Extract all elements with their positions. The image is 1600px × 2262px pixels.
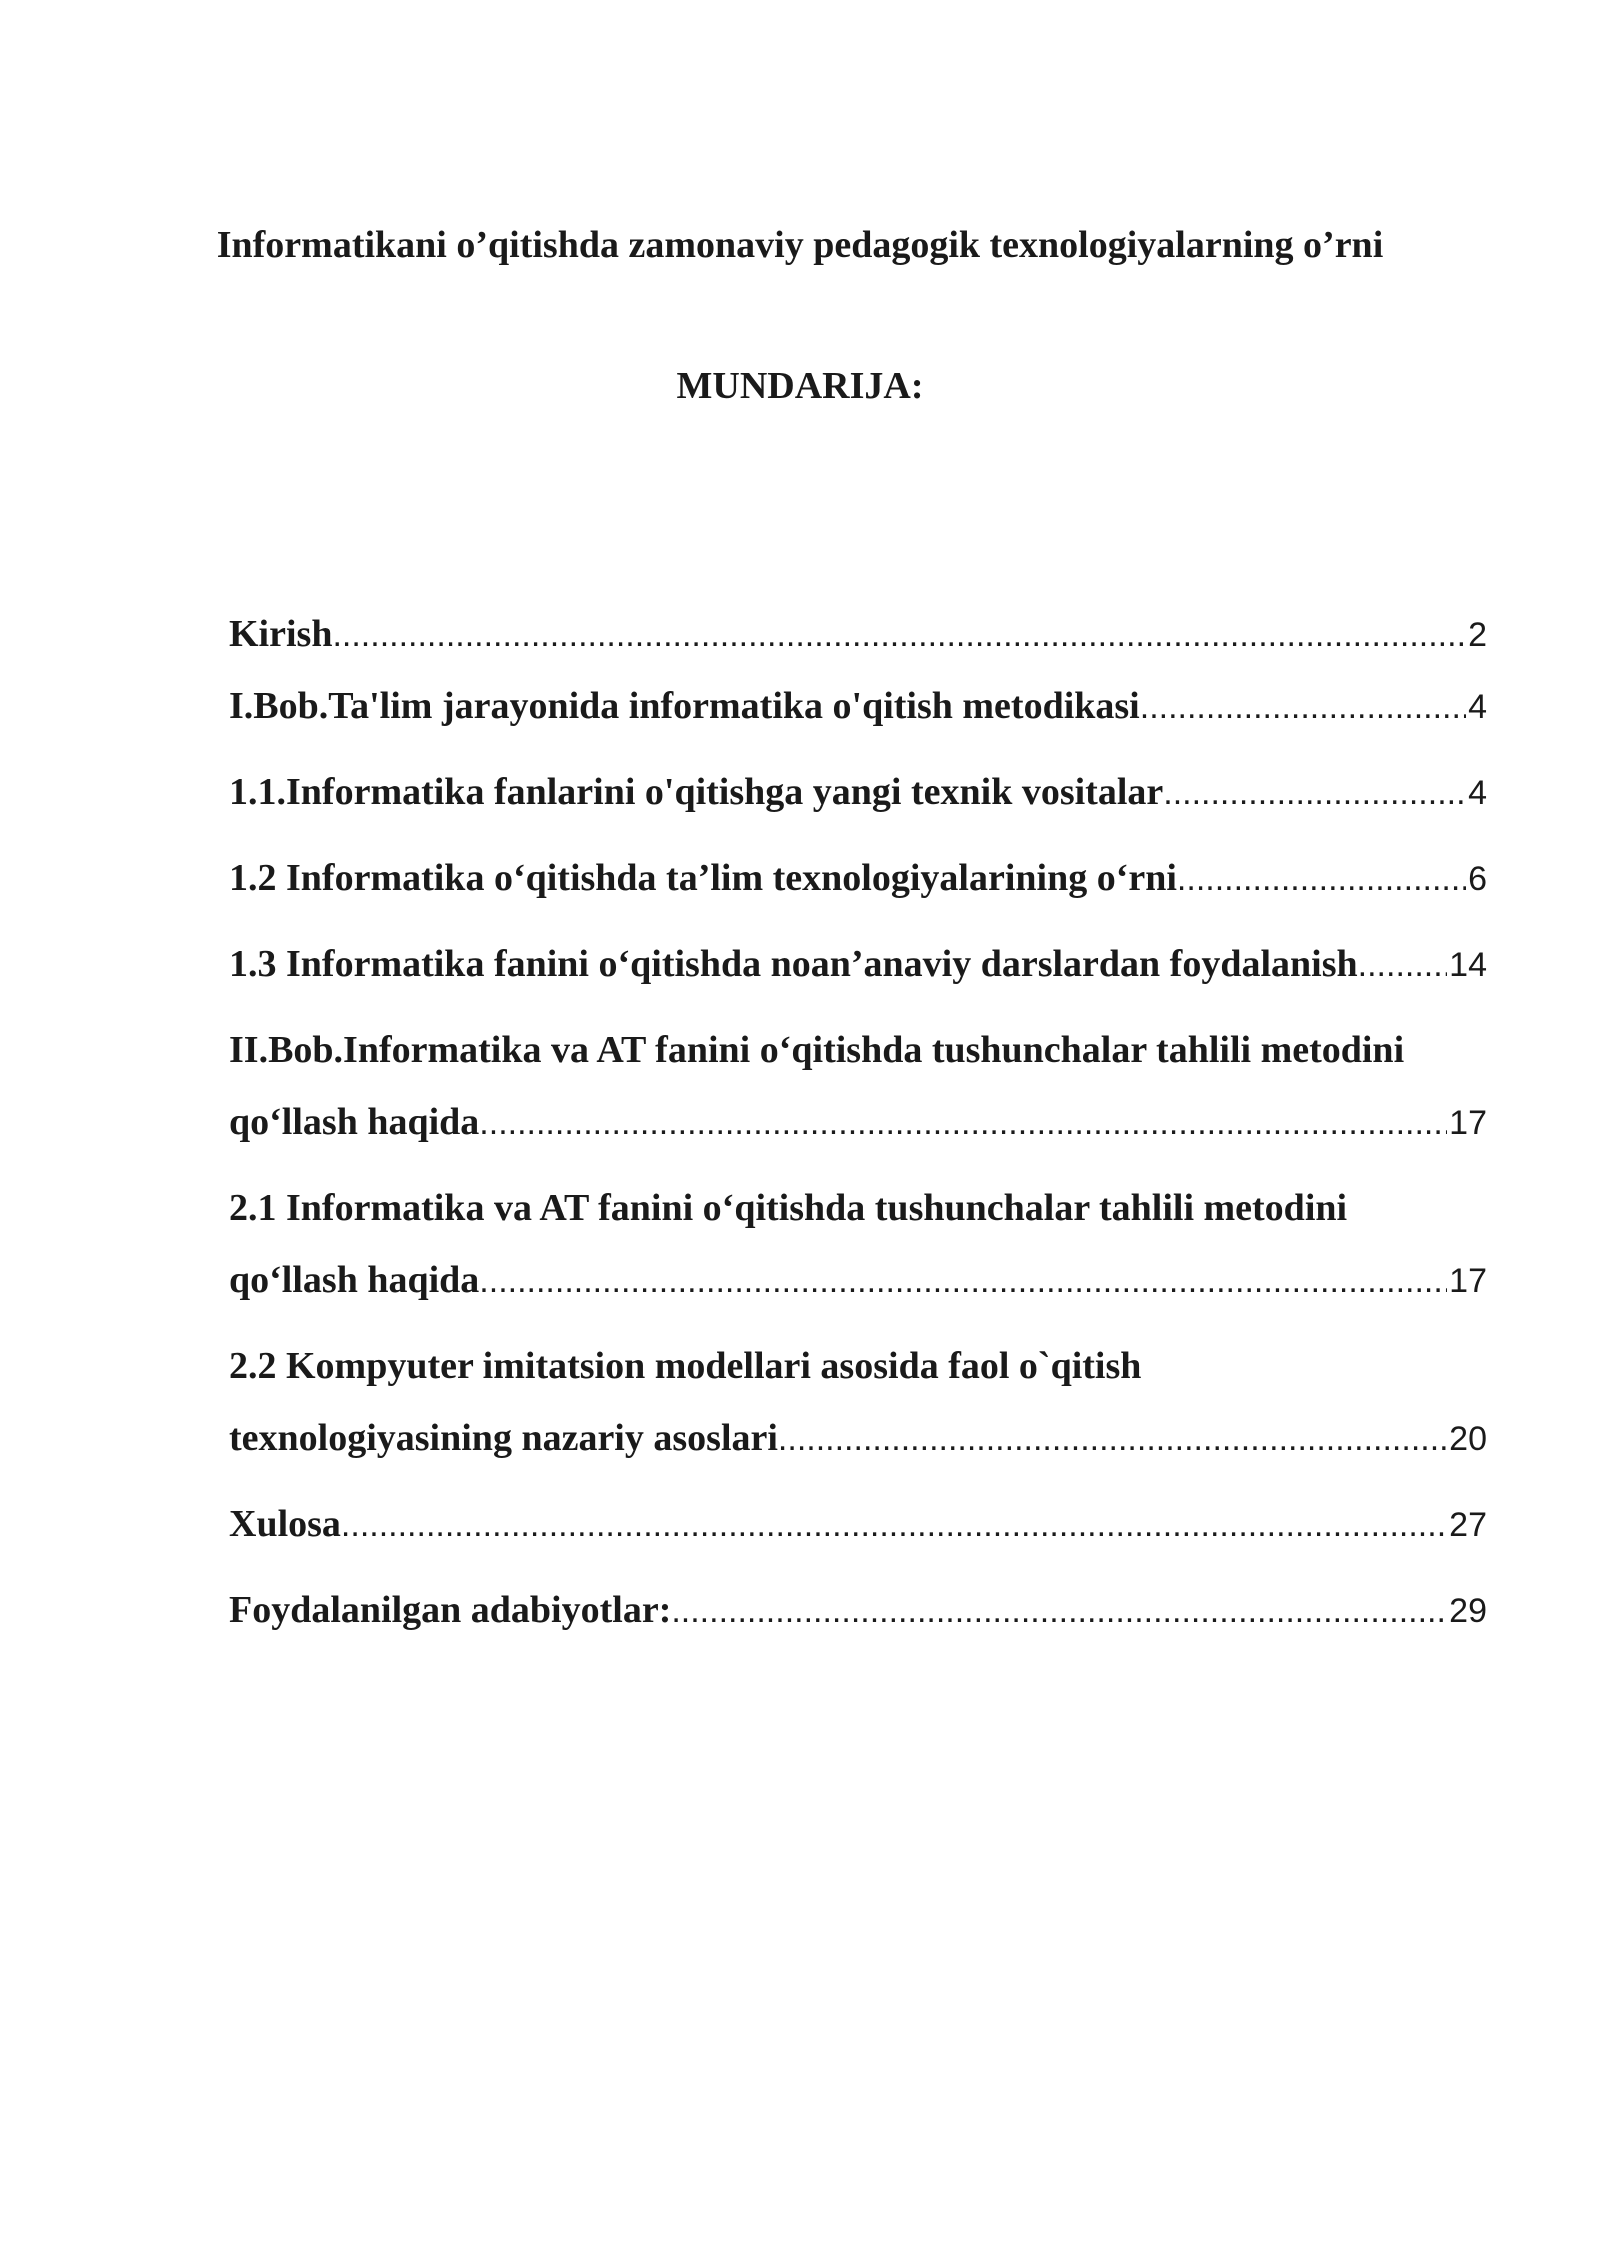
dot-leader bbox=[1163, 757, 1466, 828]
toc-entry-page: 17 bbox=[1449, 1104, 1487, 1142]
toc-entry-section-2-1[interactable] bbox=[229, 1172, 1487, 1316]
dot-leader bbox=[1177, 843, 1466, 914]
toc-heading: MUNDARIJA: bbox=[676, 365, 924, 407]
toc-entry-title: 1.1.Informatika fanlarini o'qitishga yangi texnik vositalar bbox=[229, 771, 1164, 813]
toc-entry-title: 1.3 Informatika fanini o‘qitishda noan’anaviy darslardan foydalanish bbox=[229, 943, 1358, 985]
toc-entry-section-1-2[interactable] bbox=[229, 842, 1487, 914]
toc-entry-section-1-1[interactable] bbox=[229, 756, 1487, 828]
toc-entry-page: 2 bbox=[1468, 616, 1487, 654]
toc-entry-page: 4 bbox=[1468, 688, 1487, 726]
dot-leader bbox=[479, 1245, 1447, 1316]
toc-entry-title-line1: 2.1 Informatika va AT fanini o‘qitishda tushunchalar tahlili metodini bbox=[229, 1187, 1348, 1229]
dot-leader bbox=[1140, 671, 1466, 742]
dot-leader bbox=[479, 1087, 1447, 1158]
toc-entry-page: 14 bbox=[1449, 946, 1487, 984]
toc-entry-title-line2: qo‘llash haqida bbox=[229, 1101, 480, 1143]
toc-entry-chapter-1[interactable] bbox=[229, 670, 1487, 742]
toc-entry-title: Foydalanilgan adabiyotlar: bbox=[229, 1589, 672, 1631]
toc-entry-title-line1: 2.2 Kompyuter imitatsion modellari asosida faol o`qitish bbox=[229, 1345, 1142, 1387]
toc-entry-section-1-3[interactable] bbox=[229, 928, 1487, 1000]
toc-entry-xulosa[interactable] bbox=[229, 1488, 1487, 1560]
toc-entry-page: 4 bbox=[1468, 774, 1487, 812]
dot-leader bbox=[778, 1403, 1447, 1474]
toc-entry-page: 17 bbox=[1449, 1262, 1487, 1300]
toc-entry-page: 6 bbox=[1468, 860, 1487, 898]
toc-entry-section-2-2[interactable] bbox=[229, 1330, 1487, 1474]
toc-entry-title-line2: texnologiyasining nazariy asoslari bbox=[229, 1417, 778, 1459]
toc-entry-title-line1: II.Bob.Informatika va AT fanini o‘qitishda tushunchalar tahlili metodini bbox=[229, 1029, 1405, 1071]
toc-entry-page: 29 bbox=[1449, 1592, 1487, 1630]
toc-entry-title: Xulosa bbox=[229, 1503, 341, 1545]
toc-entry-title: Kirish bbox=[229, 613, 333, 655]
dot-leader bbox=[341, 1489, 1447, 1560]
dot-leader bbox=[1358, 929, 1448, 1000]
document-title: Informatikani o’qitishda zamonaviy pedagogik texnologiyalarning o’rni bbox=[216, 224, 1384, 266]
toc-entry-title-line2: qo‘llash haqida bbox=[229, 1259, 480, 1301]
dot-leader bbox=[671, 1575, 1447, 1646]
toc-entry-page: 27 bbox=[1449, 1506, 1487, 1544]
toc-entry-kirish[interactable] bbox=[229, 598, 1487, 670]
toc-entry-title: I.Bob.Ta'lim jarayonida informatika o'qitish metodikasi bbox=[229, 685, 1140, 727]
toc-entry-page: 20 bbox=[1449, 1420, 1487, 1458]
toc-entry-chapter-2[interactable] bbox=[229, 1014, 1487, 1158]
toc-entry-references[interactable] bbox=[229, 1574, 1487, 1646]
toc-entry-title: 1.2 Informatika o‘qitishda ta’lim texnologiyalarining o‘rni bbox=[229, 857, 1177, 899]
dot-leader bbox=[332, 599, 1466, 670]
